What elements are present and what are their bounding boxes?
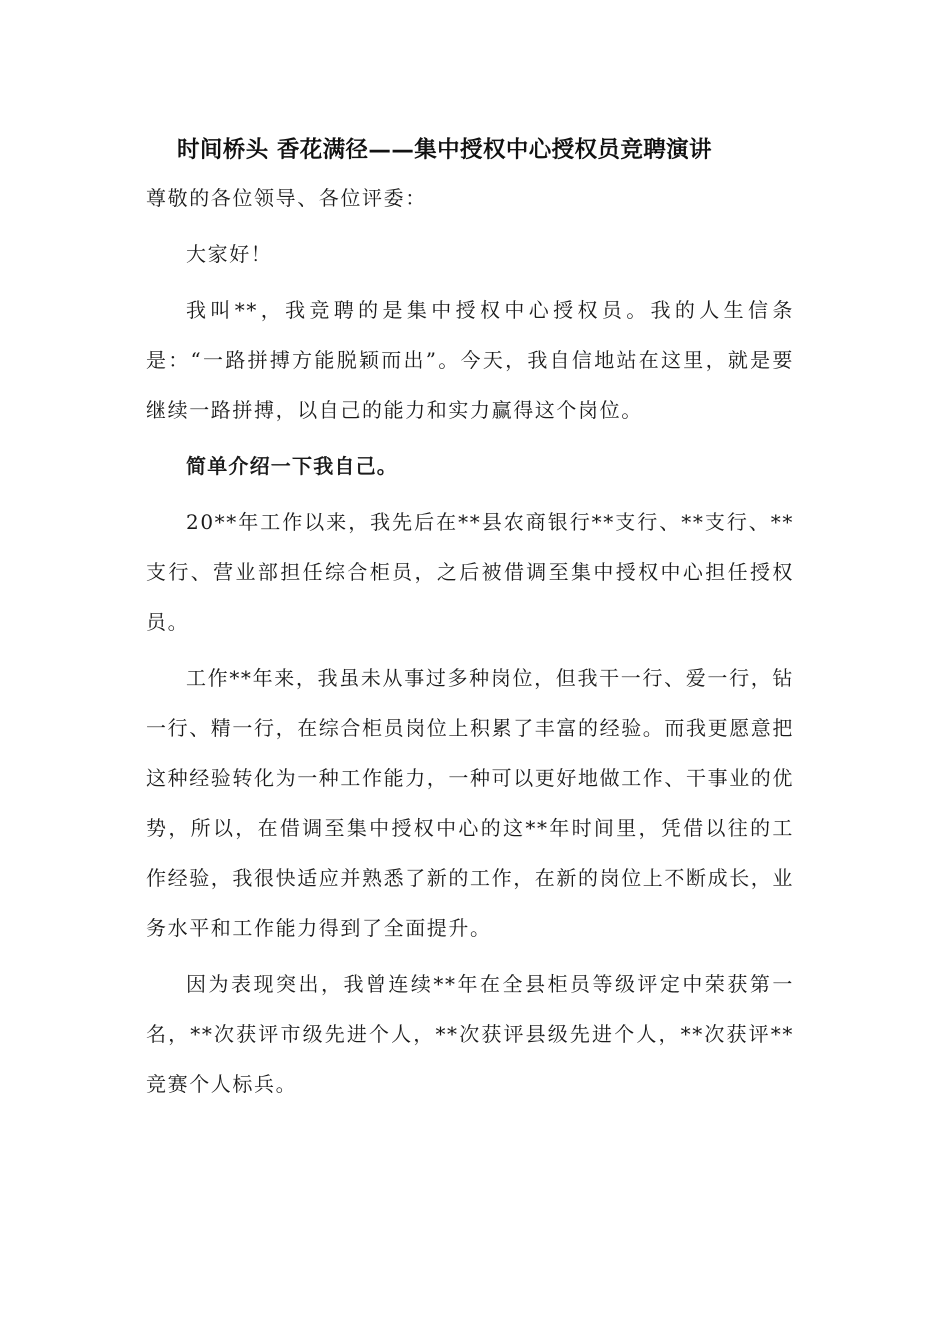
work-history-paragraph: 20**年工作以来，我先后在**县农商银行**支行、**支行、**支行、营业部担任综合柜员，之后被借调至集中授权中心担任授权员。 [146,510,794,634]
awards-paragraph: 因为表现突出，我曾连续**年在全县柜员等级评定中荣获第一名，**次获评市级先进个人，**次获评县级先进个人，**次获评**竞赛个人标兵。 [146,972,794,1096]
intro-paragraph: 我叫**，我竞聘的是集中授权中心授权员。我的人生信条是：“一路拼搏方能脱颖而出”。今天，我自信地站在这里，就是要继续一路拼搏，以自己的能力和实力赢得这个岗位。 [146,298,794,422]
document-title: 时间桥头 香花满径——集中授权中心授权员竞聘演讲 [177,137,712,163]
document-body [146,130,794,1109]
self-intro-heading: 简单介绍一下我自己。 [186,454,398,478]
salutation: 尊敬的各位领导、各位评委： [146,186,427,210]
experience-paragraph: 工作**年来，我虽未从事过多种岗位，但我干一行、爱一行，钻一行、精一行，在综合柜员岗位上积累了丰富的经验。而我更愿意把这种经验转化为一种工作能力，一种可以更好地做工作、干事业的优势，所以，在借调至集中授权中心的这**年时间里，凭借以往的工作经验，我很快适应并熟悉了新的工作，在新的岗位上不断成长，业务水平和工作能力得到了全面提升。 [146,666,794,940]
greeting-paragraph: 大家好！ [186,242,273,266]
